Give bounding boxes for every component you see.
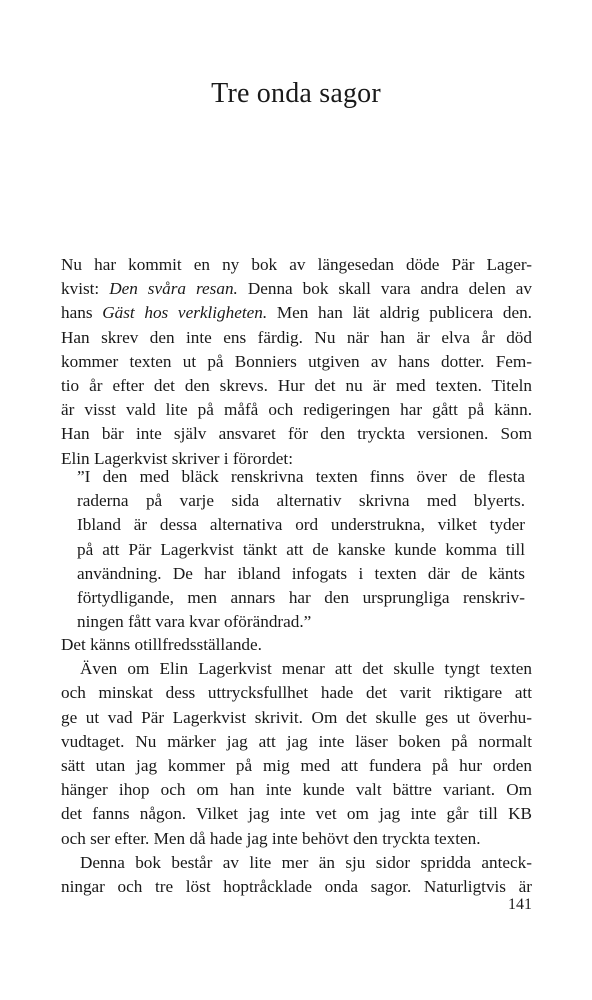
text-line: hänger ihop och om han inte kunde valt bättre variant. Om	[61, 780, 532, 800]
text-run: hans	[61, 303, 103, 323]
paragraph-intro	[61, 253, 532, 471]
quote-line: Ibland är dessa alternativa ord understrukna, vilket tyder	[77, 515, 525, 535]
quote-line: förtydligande, men annars har den ursprungliga renskriv-	[77, 587, 525, 607]
text-line: Det känns otillfredsställande.	[61, 635, 262, 654]
text-line: och minskat dess uttrycksfullhet hade det varit riktigare att	[61, 683, 532, 703]
quote-line: ningen fått vara kvar oförändrad.”	[77, 612, 312, 632]
text-run: kvist:	[61, 279, 110, 299]
text-line: är visst vald lite på måfå och redigeringen har gått på känn.	[61, 400, 532, 420]
paragraph-commentary	[61, 633, 532, 899]
quote-line: användning. De har ibland infogats i texten där de känts	[77, 563, 525, 583]
text-line: Denna bok består av lite mer än sju sidor spridda anteck-	[80, 852, 532, 872]
text-line: och ser efter. Men då hade jag inte behövt den tryckta texten.	[61, 828, 481, 848]
text-line: Han bär inte själv ansvaret för den tryckta versionen. Som	[61, 424, 532, 444]
block-quote	[77, 465, 525, 634]
book-title-italic: Den svåra resan.	[109, 279, 238, 299]
text-line: det fanns någon. Vilket jag inte vet om jag inte går till KB	[61, 804, 532, 824]
quote-line: på att Pär Lagerkvist tänkt att de kanske kunde komma till	[77, 539, 525, 559]
text-line: vudtaget. Nu märker jag att jag inte läser boken på normalt	[61, 731, 532, 751]
page-title: Tre onda sagor	[211, 78, 381, 109]
text-line: Även om Elin Lagerkvist menar att det skulle tyngt texten	[80, 659, 532, 679]
quote-line: ”I den med bläck renskrivna texten finns över de flesta	[77, 467, 525, 486]
text-line	[61, 301, 532, 325]
text-line: tio år efter det den skrevs. Hur det nu är med texten. Titeln	[61, 375, 532, 395]
quote-line: raderna på varje sida alternativ skrivna med blyerts.	[77, 491, 525, 511]
text-line: Nu har kommit en ny bok av längesedan döde Pär Lager-	[61, 255, 532, 274]
text-run: Men han lät aldrig publicera den.	[267, 303, 532, 323]
text-line: ningar och tre löst hoptråcklade onda sagor. Naturligtvis är	[61, 876, 532, 896]
book-title-italic: Gäst hos verkligheten.	[102, 303, 268, 323]
text-line: Han skrev den inte ens färdig. Nu när han är elva år död	[61, 327, 532, 347]
page-number: 141	[508, 896, 532, 913]
text-run: Denna bok skall vara andra delen av	[237, 279, 532, 299]
text-line: Elin Lagerkvist skriver i förordet:	[61, 448, 293, 468]
text-line: kommer texten ut på Bonniers utgiven av hans dotter. Fem-	[61, 351, 532, 371]
text-line: ge ut vad Pär Lagerkvist skrivit. Om det skulle ges ut överhu-	[61, 707, 532, 727]
text-line: sätt utan jag kommer på mig med att fundera på hur orden	[61, 755, 532, 775]
text-line	[61, 277, 532, 301]
